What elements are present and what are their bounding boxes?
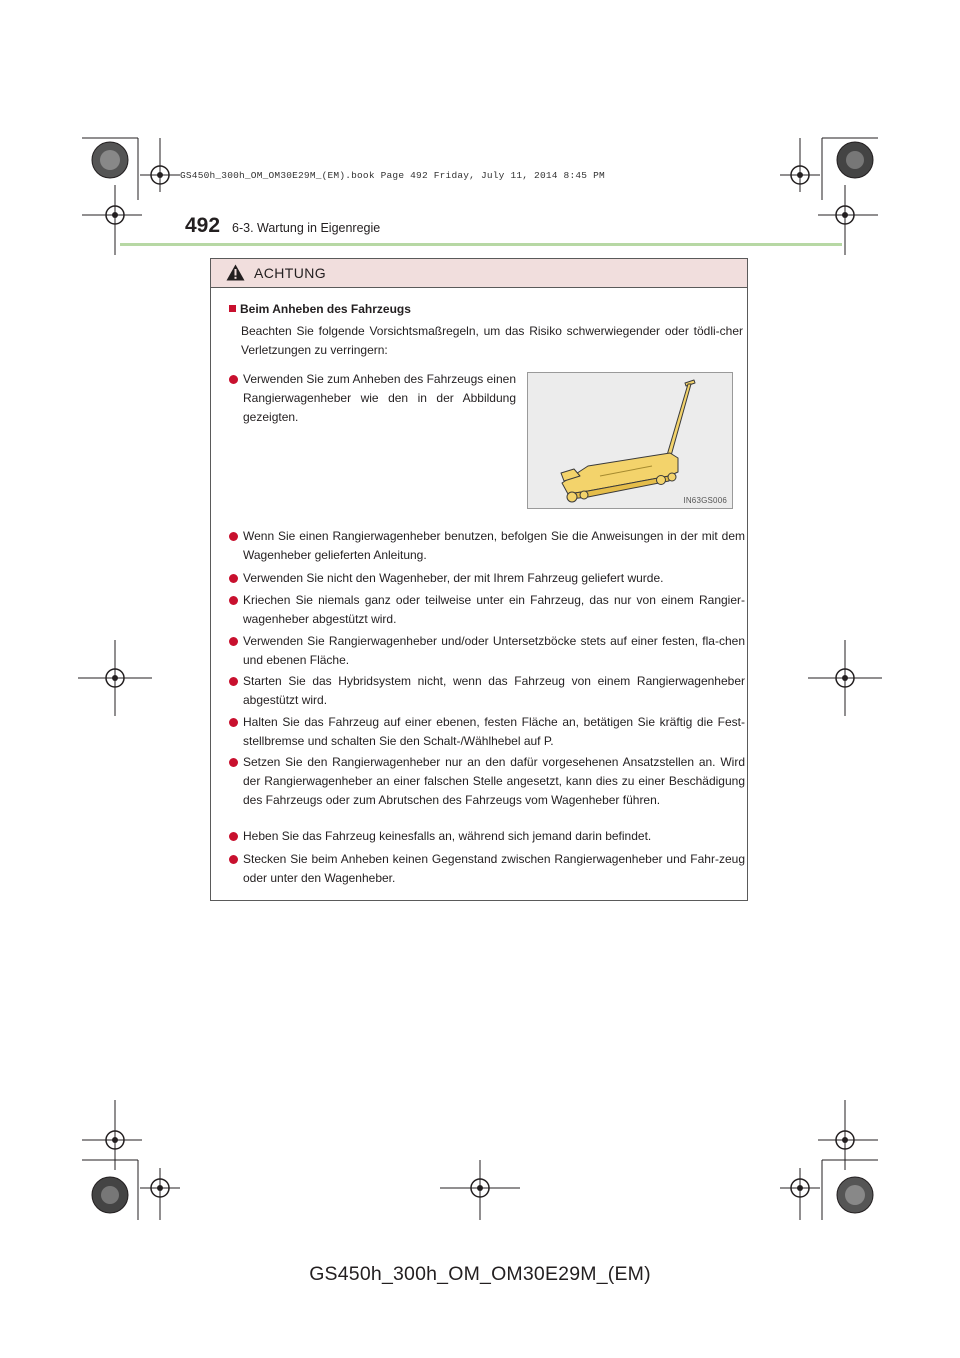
list-item-text: Verwenden Sie zum Anheben des Fahrzeugs einen Rangierwagenheber wie den in der Abbildung gezeigten. <box>243 372 516 424</box>
bullet-icon <box>229 532 238 541</box>
intro-text: Beachten Sie folgende Vorsichtsmaßregeln, um das Risiko schwerwiegender oder tödli-cher Verletzungen zu verringern: <box>241 324 743 357</box>
list-item-text: Halten Sie das Fahrzeug auf einer ebenen, festen Fläche an, betätigen Sie kräftig die Fest-stellbremse und schalten Sie den Schalt-/Wählhebel auf P. <box>243 715 745 748</box>
list-item <box>229 370 516 427</box>
list-item <box>229 632 745 670</box>
list-item-text: Setzen Sie den Rangierwagenheber nur an den dafür vorgesehenen Ansatzstellen an. Wird der Rangierwagenheber an einer falschen Stelle angesetzt, kann dies zu einer Beschädigung des Fahrzeugs oder zum Abrutschen des Fahrzeugs vom Wagenheber führen. <box>243 755 745 807</box>
bullet-icon <box>229 855 238 864</box>
floor-jack-illustration <box>528 373 732 508</box>
list-item <box>229 569 745 588</box>
figure-code: IN63GS006 <box>683 496 727 505</box>
page-number: 492 <box>185 214 221 237</box>
list-item <box>229 672 745 710</box>
list-item-text: Kriechen Sie niemals ganz oder teilweise unter ein Fahrzeug, das nur von einem Rangier-wagenheber abgestützt wird. <box>243 593 745 626</box>
bullet-icon <box>229 718 238 727</box>
square-bullet-icon <box>229 305 236 312</box>
list-item-text: Verwenden Sie nicht den Wagenheber, der mit Ihrem Fahrzeug geliefert wurde. <box>243 571 664 585</box>
list-item <box>229 827 745 846</box>
bullet-icon <box>229 758 238 767</box>
floor-jack-figure <box>527 372 733 509</box>
warning-box <box>210 258 748 901</box>
list-item <box>229 591 745 629</box>
warning-header <box>211 259 747 288</box>
subheading-text: Beim Anheben des Fahrzeugs <box>240 302 411 316</box>
list-item-text: Verwenden Sie Rangierwagenheber und/oder Untersetzböcke stets auf einer festen, fla-chen und ebenen Fläche. <box>243 634 745 667</box>
bullet-icon <box>229 637 238 646</box>
list-item <box>229 753 745 810</box>
book-file-info: GS450h_300h_OM_OM30E29M_(EM).book Page 492 Friday, July 11, 2014 8:45 PM <box>180 170 605 181</box>
list-item-text: Stecken Sie beim Anheben keinen Gegenstand zwischen Rangierwagenheber und Fahr-zeug oder unter den Wagenheber. <box>243 852 745 885</box>
list-item <box>229 527 745 565</box>
list-item-text: Heben Sie das Fahrzeug keinesfalls an, während sich jemand darin befindet. <box>243 829 652 843</box>
list-item-text: Starten Sie das Hybridsystem nicht, wenn das Fahrzeug von einem Rangierwagenheber abgestützt wird. <box>243 674 745 707</box>
header-rule <box>120 243 842 246</box>
bullet-icon <box>229 596 238 605</box>
bullet-icon <box>229 677 238 686</box>
list-item <box>229 850 745 888</box>
footer-doc-code: GS450h_300h_OM_OM30E29M_(EM) <box>309 1263 651 1285</box>
warning-title: ACHTUNG <box>254 265 327 281</box>
subheading <box>229 302 411 316</box>
warning-triangle-icon <box>226 264 245 281</box>
bullet-icon <box>229 574 238 583</box>
list-item <box>229 713 745 751</box>
bullet-icon <box>229 375 238 384</box>
bullet-icon <box>229 832 238 841</box>
section-title: 6-3. Wartung in Eigenregie <box>232 221 381 235</box>
list-item-text: Wenn Sie einen Rangierwagenheber benutzen, befolgen Sie die Anweisungen in der mit dem Wagenheber gelieferten Anleitung. <box>243 529 745 562</box>
